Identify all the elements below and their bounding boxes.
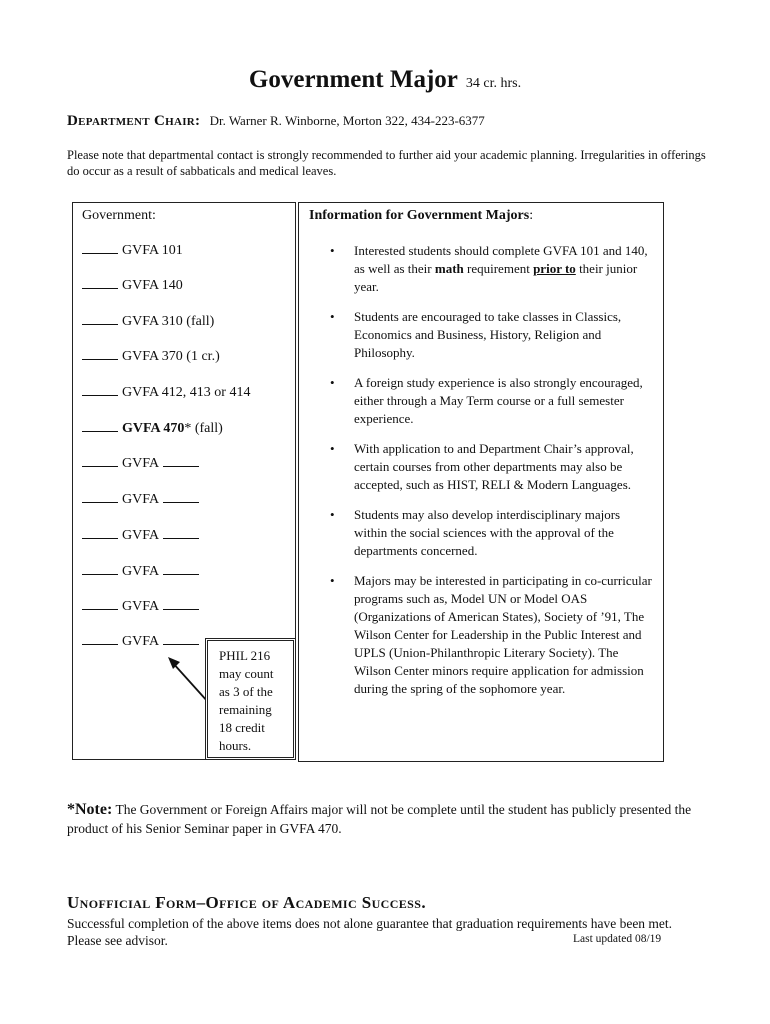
course-item: GVFA 310 (fall) [82, 313, 214, 330]
course-number-blank[interactable] [163, 527, 199, 539]
checkbox-blank[interactable] [82, 455, 118, 467]
checkbox-blank[interactable] [82, 420, 118, 432]
contact-note: Please note that departmental contact is strongly recommended to further aid your academic planning. Irregularities in offerings do occur as a result of sabbaticals and medical leaves. [67, 148, 706, 178]
checkbox-blank[interactable] [82, 384, 118, 396]
course-number-blank[interactable] [163, 455, 199, 467]
checkbox-blank[interactable] [82, 563, 118, 575]
page-title [0, 66, 770, 94]
course-item: GVFA 370 (1 cr.) [82, 348, 220, 365]
checkbox-blank[interactable] [82, 491, 118, 503]
unofficial-form-heading: Unofficial Form–Office of Academic Success. [67, 893, 426, 912]
course-number-blank[interactable] [163, 598, 199, 610]
course-item: GVFA 412, 413 or 414 [82, 384, 250, 401]
course-item: GVFA [82, 527, 199, 544]
information-header: Information for Government Majors: [309, 208, 534, 223]
list-item: • Students are encouraged to take classes in Classics, Economics and Business, History, Religion and Philosophy. [330, 308, 655, 362]
course-number-blank[interactable] [163, 491, 199, 503]
list-item: • A foreign study experience is also strongly encouraged, either through a May Term course or a full semester experience. [330, 374, 655, 428]
course-item: GVFA [82, 598, 199, 615]
government-header: Government: [82, 208, 156, 223]
checkbox-blank[interactable] [82, 313, 118, 325]
course-item: GVFA [82, 491, 199, 508]
checkbox-blank[interactable] [82, 348, 118, 360]
course-item: GVFA [82, 633, 199, 650]
department-chair-value: Dr. Warner R. Winborne, Morton 322, 434-223-6377 [209, 113, 485, 128]
title-main: Government Major [248, 66, 458, 93]
checkbox-blank[interactable] [82, 633, 118, 645]
list-item: • With application to and Department Chair’s approval, certain courses from other departments may also be accepted, such as HIST, RELI & Modern Languages. [330, 440, 655, 494]
list-item: • Interested students should complete GVFA 101 and 140, as well as their math requirement prior to their junior year. [330, 242, 655, 296]
list-item: • Majors may be interested in participating in co-curricular programs such as, Model UN or Model OAS (Organizations of American States), Society of ’91, The Wilson Center for Leadership in the Public Interest and UPLS (Union-Philanthropic Literary Society). The Wilson Center minors require application for admission during the spring of the sophomore year. [330, 572, 655, 698]
checkbox-blank[interactable] [82, 598, 118, 610]
course-item: GVFA [82, 455, 199, 472]
list-item: • Students may also develop interdisciplinary majors within the social sciences with the approval of the departments concerned. [330, 506, 655, 560]
course-item: GVFA 140 [82, 277, 183, 294]
department-chair-row [67, 113, 485, 130]
phil-callout: PHIL 216 may count as 3 of the remaining 18 credit hours. [205, 638, 296, 760]
course-item: GVFA [82, 563, 199, 580]
department-chair-label: Department Chair: [67, 113, 201, 129]
checkbox-blank[interactable] [82, 527, 118, 539]
course-item: GVFA 470* (fall) [82, 420, 223, 437]
course-number-blank[interactable] [163, 563, 199, 575]
information-list [330, 242, 655, 710]
advisor-disclaimer: Successful completion of the above items does not alone guarantee that graduation requirements have been met. Please see advisor. [67, 916, 673, 948]
checkbox-blank[interactable] [82, 242, 118, 254]
checkbox-blank[interactable] [82, 277, 118, 289]
title-credits: 34 cr. hrs. [465, 76, 522, 91]
course-item: GVFA 101 [82, 242, 183, 259]
last-updated: Last updated 08/19 [573, 933, 662, 945]
completion-note: *Note: The Government or Foreign Affairs major will not be complete until the student has publicly presented the product of his Senior Seminar paper in GVFA 470. [67, 801, 692, 836]
